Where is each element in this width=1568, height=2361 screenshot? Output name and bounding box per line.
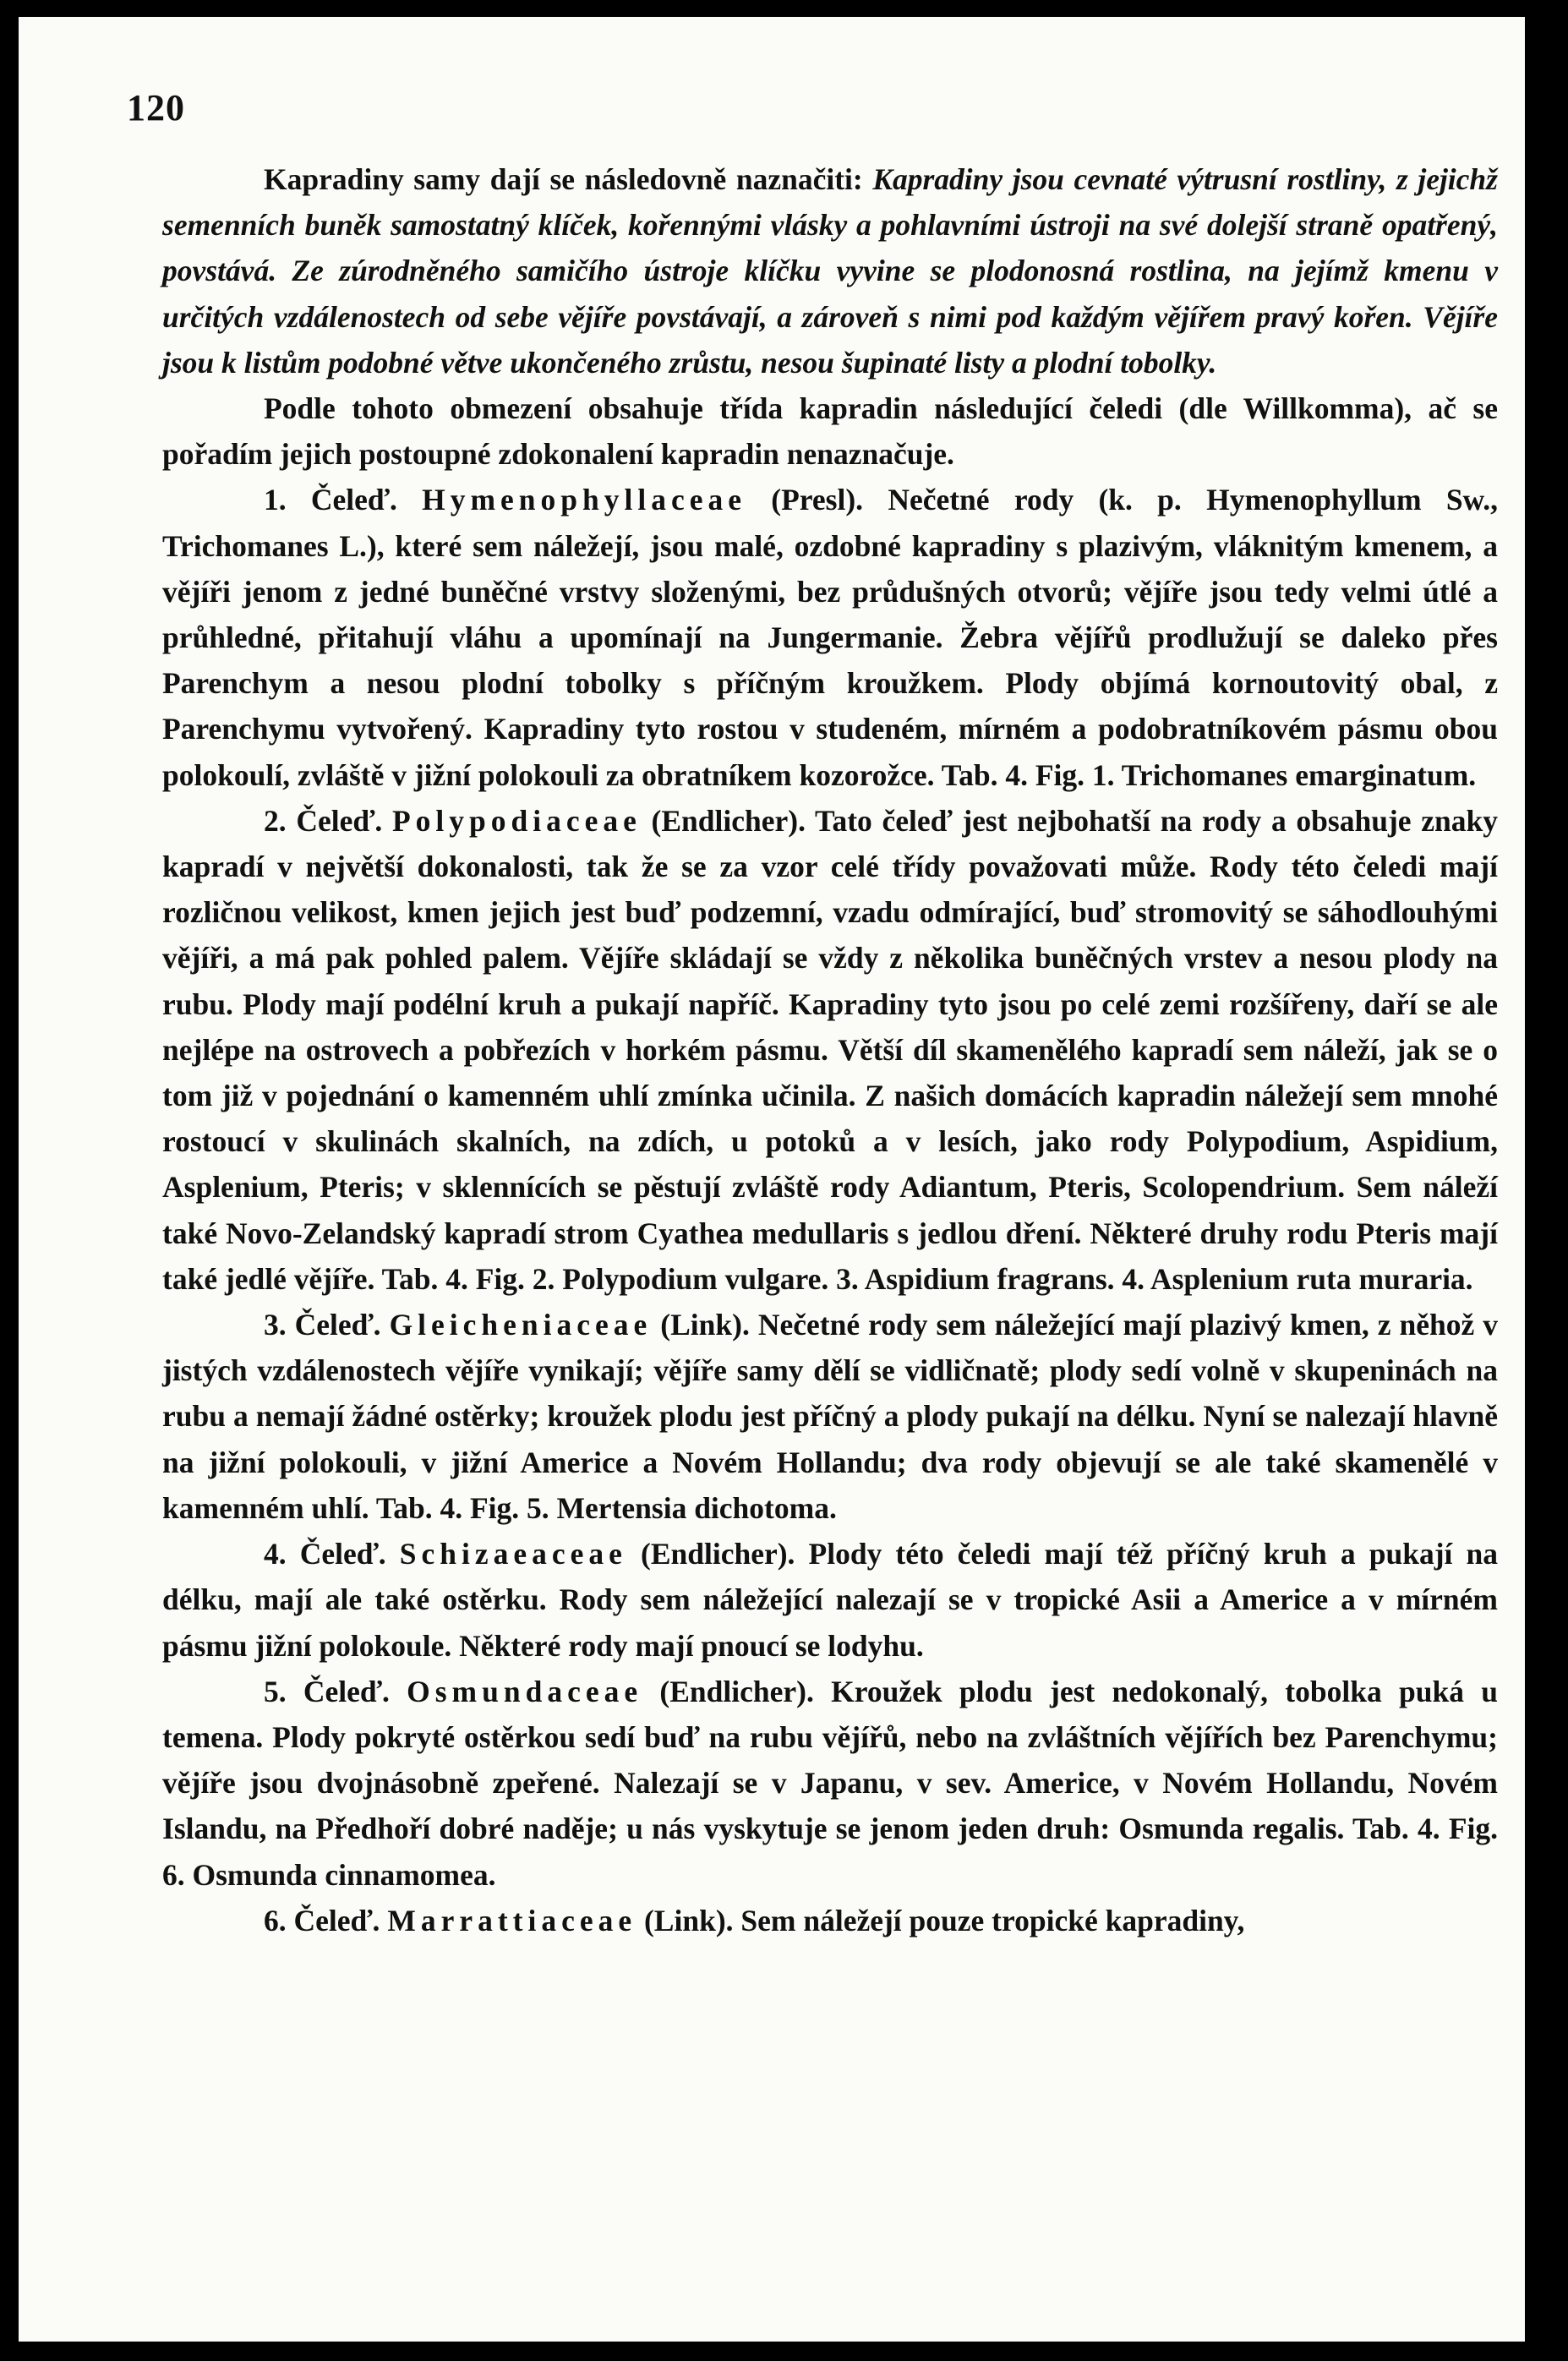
- paragraph-family-2: 2. Čeleď. Polypodiaceae (Endlicher). Tato čeleď jest nejbohatší na rody a obsahuje znaky kapradí v největší dokonalosti, tak že se za vzor celé třídy považovati může. Rody této čeledi mají rozličnou velikost, kmen jejich jest buď podzemní, vzadu odmírající, buď stromovitý se sáhodlouhými vějíři, a má pak pohled palem. Vějíře skládají se vždy z několika buněčných vrstev a nesou plody na rubu. Plody mají podélní kruh a pukají napříč. Kapradiny tyto jsou po celé zemi rozšířeny, daří se ale nejlépe na ostrovech a pobřezích v horkém pásmu. Větší díl skamenělého kapradí sem náleží, jak se o tom již v pojednání o kamenném uhlí zmínka učinila. Z našich domácích kapradin náležejí sem mnohé rostoucí v skulinách skalních, na zdích, u potoků a v lesích, jako rody Polypodium, Aspidium, Asplenium, Pteris; v sklennících se pěstují zvláště rody Adiantum, Pteris, Scolopendrium. Sem náleží také Novo-Zelandský kapradí strom Cyathea medullaris s jedlou dření. Některé druhy rodu Pteris mají také jedlé vějíře. Tab. 4. Fig. 2. Polypodium vulgare. 3. Aspidium fragrans. 4. Asplenium ruta muraria.: [162, 803, 1498, 1296]
- paragraph-fern-definition: [162, 156, 1498, 385]
- family-name-schizaeaceae: Schizaeaceae: [399, 1537, 627, 1571]
- page-number: 120: [127, 87, 185, 128]
- scan-border: [1543, 0, 1568, 2361]
- book-page: [19, 17, 1525, 2342]
- family-name-polypodiaceae: Polypodiaceae: [391, 803, 642, 838]
- family-name-gleicheniaceae: Gleicheniaceae: [389, 1308, 653, 1342]
- paragraph-family-4: 4. Čeleď. Schizaeaceae (Endlicher). Plody této čeledi mají též příčný kruh a pukají na délku, mají ale také ostěrku. Rody sem náležející nalezají se v tropické Asii a Americe a v mírném pásmu jižní polokoule. Některé rody mají pnoucí se lodyhu.: [162, 1537, 1498, 1663]
- intro-text: Kapradiny samy dají se následovně naznačiti:: [264, 162, 873, 196]
- body-text: [162, 156, 1498, 1943]
- paragraph-family-6: 6. Čeleď. Marrattiaceae (Link). Sem náležejí pouze tropické kapradiny,: [264, 1903, 1245, 1937]
- family-name-osmundaceae: Osmundaceae: [407, 1674, 643, 1708]
- definition-italic: Kapradiny jsou cevnaté výtrusní rostliny, z jejichž semenních buněk samostatný klíček, kořennými vlásky a pohlavními ústroji na své dolejší straně opatřený, povstává. Ze zúrodněného samičího ústroje klíčku vyvine se plodonosná rostlina, na jejímž kmenu v určitých vzdálenostech od sebe vějíře povstávají, a zároveň s nimi pod každým vějířem pravý kořen. Vějíře jsou k listům podobné větve ukončeného zrůstu, nesou šupinaté listy a plodní tobolky.: [162, 162, 1498, 380]
- paragraph-family-3: 3. Čeleď. Gleicheniaceae (Link). Nečetné rody sem náležející mají plazivý kmen, z něhož v jistých vzdálenostech vějíře vynikají; vějíře samy dělí se vidličnatě; plody sedí volně v skupeninách na rubu a nemají žádné ostěrky; kroužek plodu jest příčný a plody pukají na délku. Nyní se nalezají hlavně na jižní polokouli, v jižní Americe a Novém Hollandu; dva rody objevují se ale také skamenělé v kamenném uhlí. Tab. 4. Fig. 5. Mertensia dichotoma.: [162, 1308, 1498, 1525]
- paragraph-family-5: 5. Čeleď. Osmundaceae (Endlicher). Kroužek plodu jest nedokonalý, tobolka puká u temena. Plody pokryté ostěrkou sedí buď na rubu vějířů, nebo na zvláštních vějířích bez Parenchymu; vějíře jsou dvojnásobně zpeřené. Nalezají se v Japanu, v sev. Americe, v Novém Hollandu, Novém Islandu, na Předhoří dobré naděje; u nás vyskytuje se jenom jeden druh: Osmunda regalis. Tab. 4. Fig. 6. Osmunda cinnamomea.: [162, 1674, 1498, 1892]
- family-name-hymenophyllaceae: Hymenophyllaceae: [422, 483, 747, 517]
- paragraph-classification: Podle tohoto obmezení obsahuje třída kapradin následující čeledi (dle Willkomma), ač se pořadím jejich postoupné zdokonalení kapradin nenaznačuje.: [162, 391, 1498, 472]
- paragraph-family-1: 1. Čeleď. Hymenophyllaceae (Presl). Nečetné rody (k. p. Hymenophyllum Sw., Trichomanes L.), které sem náležejí, jsou malé, ozdobné kapradiny s plazivým, vláknitým kmenem, a vějíři jenom z jedné buněčné vrstvy složenými, bez průdušných otvorů; vějíře jsou tedy velmi útlé a průhledné, přitahují vláhu a upomínají na Jungermanie. Žebra vějířů prodlužují se daleko přes Parenchym a nesou plodní tobolky s příčným kroužkem. Plody objímá kornoutovitý obal, z Parenchymu vytvořený. Kapradiny tyto rostou v studeném, mírném a podobratníkovém pásmu obou polokoulí, zvláště v jižní polokouli za obratníkem kozorožce. Tab. 4. Fig. 1. Trichomanes emarginatum.: [162, 483, 1498, 792]
- family-name-marrattiaceae: Marrattiaceae: [387, 1903, 637, 1937]
